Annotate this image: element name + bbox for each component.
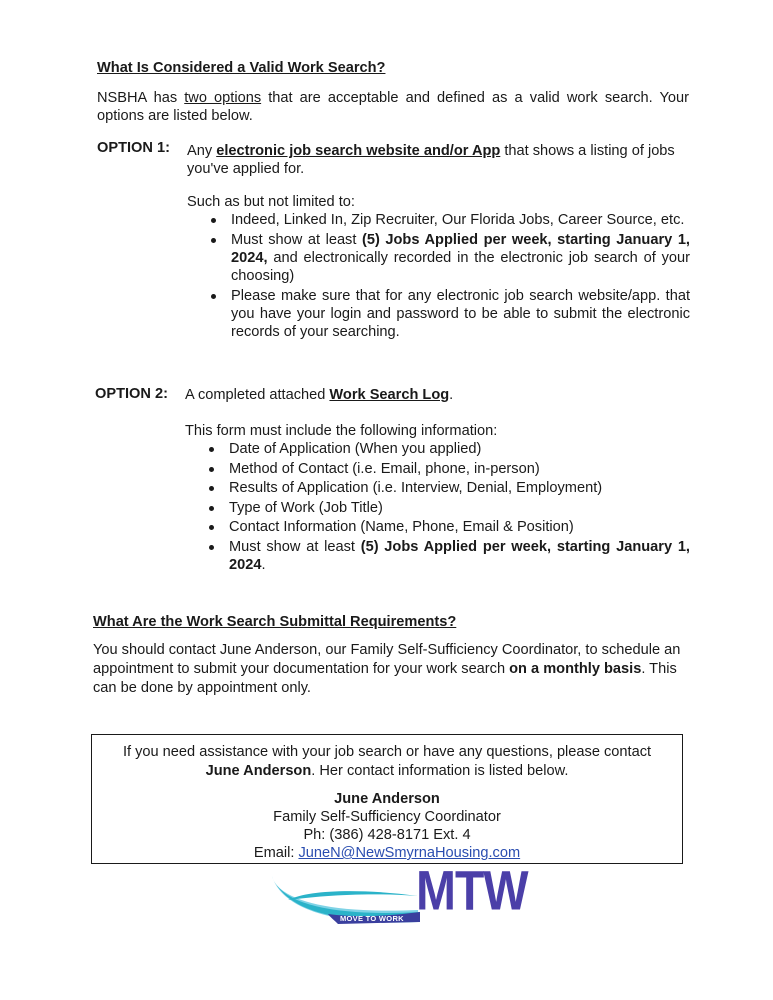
last-prefix: Must show at least bbox=[229, 538, 361, 555]
option2-text-prefix: A completed attached bbox=[185, 387, 330, 403]
section-heading-submittal-requirements: What Are the Work Search Submittal Requirements? bbox=[93, 614, 457, 630]
option1-bullet-list bbox=[207, 211, 690, 341]
contact-name: June Anderson bbox=[334, 791, 440, 807]
submittal-bold: on a monthly basis bbox=[509, 661, 642, 677]
intro-text-end: that are acceptable and defined as a valid work search. Your options are listed below. bbox=[97, 90, 690, 124]
list-item: Type of Work (Job Title) bbox=[205, 499, 690, 517]
submittal-text: You should contact June Anderson, our Family Self-Sufficiency Coordinator, to schedule an appointment to submit your documentation for your work search bbox=[93, 642, 681, 677]
bullet2-suffix: and electronically recorded in the electronic job search of your choosing) bbox=[231, 250, 690, 284]
list-item: Indeed, Linked In, Zip Recruiter, Our Florida Jobs, Career Source, etc. bbox=[207, 211, 690, 229]
list-item: Contact Information (Name, Phone, Email & Position) bbox=[205, 518, 690, 536]
last-bold: (5) Jobs Applied per week, starting January 1, 2024 bbox=[229, 538, 690, 573]
logo-wordmark: MTW bbox=[416, 861, 528, 923]
list-item: Date of Application (When you applied) bbox=[205, 440, 690, 458]
list-item bbox=[205, 538, 690, 574]
option2-must-include: This form must include the following information: bbox=[185, 423, 498, 439]
contact-intro-line1: If you need assistance with your job search or have any questions, please contact bbox=[122, 744, 652, 760]
contact-phone: Ph: (386) 428-8171 Ext. 4 bbox=[303, 827, 471, 843]
option2-label: OPTION 2: bbox=[95, 386, 168, 402]
option1-emphasis: electronic job search website and/or App bbox=[216, 143, 501, 159]
bullet2-prefix: Must show at least bbox=[231, 232, 362, 248]
last-suffix: . bbox=[261, 556, 266, 573]
logo-tagline: MOVE TO WORK bbox=[340, 914, 404, 923]
submittal-paragraph bbox=[93, 641, 689, 698]
contact-email-link[interactable]: JuneN@NewSmyrnaHousing.com bbox=[298, 845, 521, 861]
contact-title: Family Self-Sufficiency Coordinator bbox=[273, 809, 501, 825]
option2-text-suffix: . bbox=[449, 387, 454, 403]
option1-text-prefix: Any bbox=[187, 143, 217, 159]
contact-intro-line2 bbox=[92, 762, 682, 780]
contact-box bbox=[91, 734, 683, 864]
option2-bullet-list bbox=[205, 440, 690, 574]
list-item bbox=[207, 231, 690, 285]
option1-text-suffix: that shows a listing of jobs you've applied for. bbox=[187, 143, 675, 177]
contact-email-line bbox=[92, 844, 682, 862]
list-item: Please make sure that for any electronic job search website/app. that you have your login and password to be able to submit the electronic records of your searching. bbox=[207, 287, 690, 341]
intro-underlined: two options bbox=[184, 90, 262, 106]
option1-such-as: Such as but not limited to: bbox=[187, 194, 355, 210]
bullet2-bold: (5) Jobs Applied per week, starting January 1, 2024, bbox=[231, 232, 690, 266]
contact-email-label: Email: bbox=[253, 845, 299, 861]
mtw-logo bbox=[268, 861, 528, 932]
contact-intro-suffix: . Her contact information is listed below. bbox=[311, 763, 569, 779]
option2-text bbox=[185, 386, 453, 404]
list-item: Method of Contact (i.e. Email, phone, in-person) bbox=[205, 460, 690, 478]
option2-emphasis: Work Search Log bbox=[329, 387, 450, 403]
submittal-text-end: . This can be done by appointment only. bbox=[93, 661, 677, 696]
intro-text: NSBHA has bbox=[97, 90, 185, 106]
intro-paragraph bbox=[97, 89, 689, 125]
option1-text bbox=[187, 142, 690, 178]
contact-intro-name: June Anderson bbox=[205, 763, 312, 779]
option1-label: OPTION 1: bbox=[97, 140, 170, 156]
section-heading-valid-work-search: What Is Considered a Valid Work Search? bbox=[97, 60, 386, 76]
list-item: Results of Application (i.e. Interview, Denial, Employment) bbox=[205, 479, 690, 497]
